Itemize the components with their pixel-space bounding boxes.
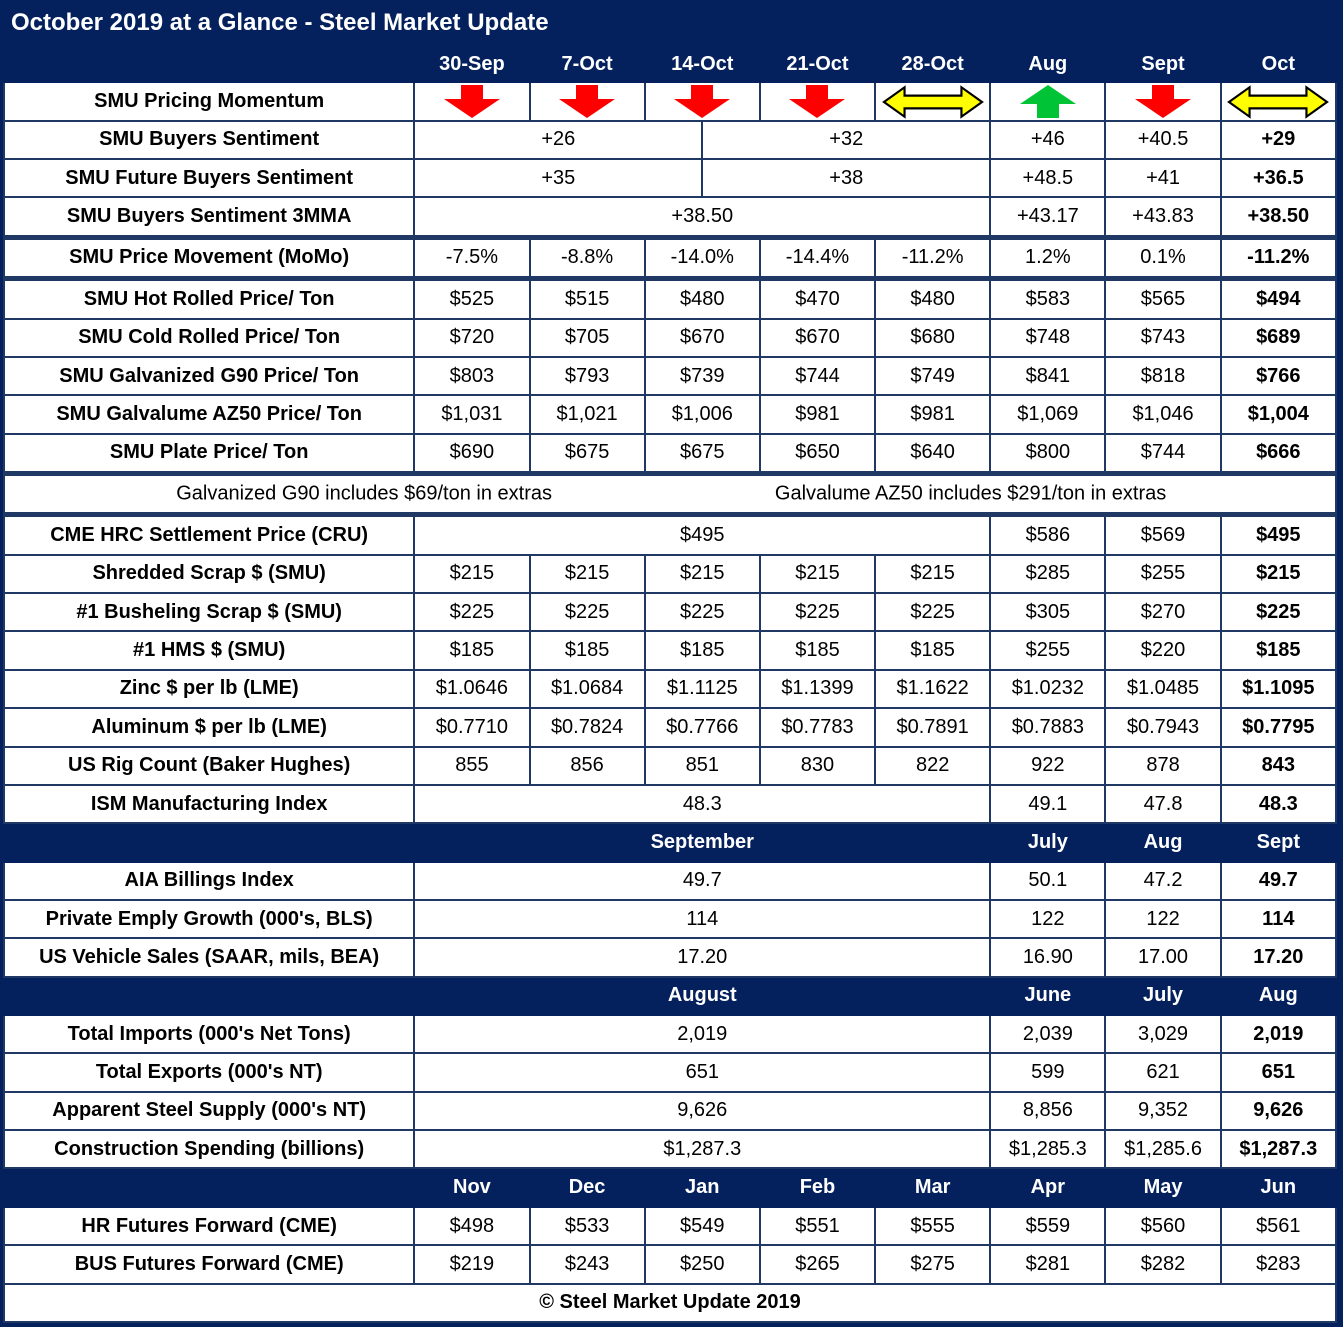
value-cell: 2,019 (414, 1015, 990, 1053)
period-header: August (414, 977, 990, 1015)
row-label: SMU Buyers Sentiment 3MMA (4, 197, 414, 237)
value-cell: 856 (530, 747, 645, 785)
value-cell: +48.5 (990, 159, 1105, 197)
row-label: BUS Futures Forward (CME) (4, 1245, 414, 1283)
row-label: SMU Price Movement (MoMo) (4, 237, 414, 278)
value-cell: $1.0646 (414, 670, 529, 708)
value-cell: $675 (530, 434, 645, 474)
value-cell: -7.5% (414, 237, 529, 278)
value-cell: +35 (414, 159, 702, 197)
value-cell: -11.2% (1221, 237, 1336, 278)
value-cell: $1,046 (1105, 395, 1220, 433)
column-header: Aug (990, 46, 1105, 82)
row-label: SMU Galvanized G90 Price/ Ton (4, 357, 414, 395)
galvalume-extras-note: Galvalume AZ50 includes $291/ton in extras (774, 482, 1167, 505)
value-cell: $650 (760, 434, 875, 474)
value-cell: 651 (414, 1053, 990, 1091)
momentum-cell (414, 82, 529, 120)
value-cell: $670 (760, 319, 875, 357)
value-cell: $559 (990, 1207, 1105, 1245)
value-cell: 2,039 (990, 1015, 1105, 1053)
row-label: #1 Busheling Scrap $ (SMU) (4, 593, 414, 631)
value-cell: 47.8 (1105, 785, 1220, 823)
row-label: SMU Cold Rolled Price/ Ton (4, 319, 414, 357)
value-cell: $1,004 (1221, 395, 1336, 433)
value-cell: $495 (1221, 515, 1336, 555)
value-cell: $282 (1105, 1245, 1220, 1283)
value-cell: 0.1% (1105, 237, 1220, 278)
value-cell: 49.7 (414, 862, 990, 900)
value-cell: $243 (530, 1245, 645, 1283)
corner-cell (4, 46, 414, 82)
row-label: SMU Pricing Momentum (4, 82, 414, 120)
column-header: 30-Sep (414, 46, 529, 82)
row-label: AIA Billings Index (4, 862, 414, 900)
data-row (4, 708, 1336, 746)
value-cell: $185 (645, 631, 760, 669)
period-header: May (1105, 1168, 1220, 1206)
value-cell: $215 (645, 555, 760, 593)
value-cell: $1,031 (414, 395, 529, 433)
row-label (4, 823, 414, 861)
value-cell: $689 (1221, 319, 1336, 357)
row-label: US Rig Count (Baker Hughes) (4, 747, 414, 785)
momentum-cell (990, 82, 1105, 120)
value-cell: $744 (760, 357, 875, 395)
value-cell: $1.0485 (1105, 670, 1220, 708)
value-cell: 851 (645, 747, 760, 785)
value-cell: +41 (1105, 159, 1220, 197)
value-cell: $744 (1105, 434, 1220, 474)
value-cell: $1,006 (645, 395, 760, 433)
value-cell: 114 (414, 900, 990, 938)
row-label: Aluminum $ per lb (LME) (4, 708, 414, 746)
value-cell: 651 (1221, 1053, 1336, 1091)
row-label (4, 977, 414, 1015)
value-cell: 17.20 (414, 938, 990, 976)
momentum-cell (530, 82, 645, 120)
value-cell: $555 (875, 1207, 990, 1245)
value-cell: $1.0684 (530, 670, 645, 708)
period-header: Jun (1221, 1168, 1336, 1206)
value-cell: $565 (1105, 279, 1220, 319)
value-cell: $275 (875, 1245, 990, 1283)
value-cell: 122 (1105, 900, 1220, 938)
note-row (4, 473, 1336, 514)
value-cell: -8.8% (530, 237, 645, 278)
column-header: Sept (1105, 46, 1220, 82)
data-row (4, 785, 1336, 823)
value-cell: $1.1622 (875, 670, 990, 708)
value-cell: $1,285.6 (1105, 1130, 1220, 1168)
value-cell: $549 (645, 1207, 760, 1245)
period-header: Mar (875, 1168, 990, 1206)
value-cell: $185 (1221, 631, 1336, 669)
value-cell: $255 (1105, 555, 1220, 593)
value-cell: 9,352 (1105, 1092, 1220, 1130)
value-cell: $494 (1221, 279, 1336, 319)
value-cell: $803 (414, 357, 529, 395)
yellow-sideways-arrow-icon (882, 85, 984, 119)
value-cell: $225 (760, 593, 875, 631)
period-header: Aug (1105, 823, 1220, 861)
period-header: Apr (990, 1168, 1105, 1206)
value-cell: 16.90 (990, 938, 1105, 976)
value-cell: $265 (760, 1245, 875, 1283)
value-cell: $748 (990, 319, 1105, 357)
value-cell: +38 (702, 159, 990, 197)
data-row (4, 197, 1336, 237)
column-header-row (4, 46, 1336, 82)
value-cell: +38.50 (1221, 197, 1336, 237)
value-cell: $981 (875, 395, 990, 433)
column-header: 14-Oct (645, 46, 760, 82)
row-label: SMU Hot Rolled Price/ Ton (4, 279, 414, 319)
data-row (4, 279, 1336, 319)
value-cell: 830 (760, 747, 875, 785)
value-cell: $1.0232 (990, 670, 1105, 708)
value-cell: 48.3 (414, 785, 990, 823)
value-cell: 2,019 (1221, 1015, 1336, 1053)
value-cell: $675 (645, 434, 760, 474)
value-cell: $1,285.3 (990, 1130, 1105, 1168)
period-header: September (414, 823, 990, 861)
value-cell: $739 (645, 357, 760, 395)
period-header: July (1105, 977, 1220, 1015)
row-label: HR Futures Forward (CME) (4, 1207, 414, 1245)
value-cell: $586 (990, 515, 1105, 555)
value-cell: $215 (875, 555, 990, 593)
momentum-cell (1105, 82, 1220, 120)
value-cell: 48.3 (1221, 785, 1336, 823)
value-cell: 822 (875, 747, 990, 785)
value-cell: $480 (645, 279, 760, 319)
row-label: Zinc $ per lb (LME) (4, 670, 414, 708)
value-cell: $525 (414, 279, 529, 319)
value-cell: $720 (414, 319, 529, 357)
momentum-cell (1221, 82, 1336, 120)
value-cell: 114 (1221, 900, 1336, 938)
value-cell: $185 (875, 631, 990, 669)
period-header: Aug (1221, 977, 1336, 1015)
data-row (4, 121, 1336, 159)
value-cell: $225 (530, 593, 645, 631)
value-cell: 9,626 (414, 1092, 990, 1130)
data-row (4, 319, 1336, 357)
value-cell: $281 (990, 1245, 1105, 1283)
value-cell: $0.7943 (1105, 708, 1220, 746)
value-cell: $793 (530, 357, 645, 395)
value-cell: $818 (1105, 357, 1220, 395)
band-row (4, 823, 1336, 861)
value-cell: $1,287.3 (1221, 1130, 1336, 1168)
value-cell: $1,287.3 (414, 1130, 990, 1168)
value-cell: +43.17 (990, 197, 1105, 237)
value-cell: $0.7766 (645, 708, 760, 746)
value-cell: $0.7783 (760, 708, 875, 746)
row-label: SMU Galvalume AZ50 Price/ Ton (4, 395, 414, 433)
value-cell: 50.1 (990, 862, 1105, 900)
data-row (4, 593, 1336, 631)
footer-row (4, 1284, 1336, 1322)
value-cell: $220 (1105, 631, 1220, 669)
momentum-cell (875, 82, 990, 120)
value-cell: $215 (530, 555, 645, 593)
value-cell: $0.7824 (530, 708, 645, 746)
value-cell: +29 (1221, 121, 1336, 159)
value-cell: $250 (645, 1245, 760, 1283)
value-cell: $551 (760, 1207, 875, 1245)
value-cell: 922 (990, 747, 1105, 785)
value-cell: 49.1 (990, 785, 1105, 823)
value-cell: $680 (875, 319, 990, 357)
column-header: 7-Oct (530, 46, 645, 82)
galvanized-extras-note: Galvanized G90 includes $69/ton in extras (176, 482, 552, 505)
row-label: Shredded Scrap $ (SMU) (4, 555, 414, 593)
period-header: Nov (414, 1168, 529, 1206)
value-cell: 49.7 (1221, 862, 1336, 900)
value-cell: $561 (1221, 1207, 1336, 1245)
data-row (4, 1207, 1336, 1245)
value-cell: $1.1095 (1221, 670, 1336, 708)
value-cell: $670 (645, 319, 760, 357)
value-cell: +38.50 (414, 197, 990, 237)
value-cell: 122 (990, 900, 1105, 938)
value-cell: $800 (990, 434, 1105, 474)
value-cell: $225 (645, 593, 760, 631)
value-cell: $743 (1105, 319, 1220, 357)
steel-market-table (3, 45, 1337, 1323)
value-cell: 17.20 (1221, 938, 1336, 976)
row-label: Construction Spending (billions) (4, 1130, 414, 1168)
band-row (4, 1168, 1336, 1206)
value-cell: $690 (414, 434, 529, 474)
green-up-arrow-icon (1019, 85, 1077, 118)
value-cell: $515 (530, 279, 645, 319)
value-cell: $640 (875, 434, 990, 474)
data-row (4, 1130, 1336, 1168)
row-label: Private Emply Growth (000's, BLS) (4, 900, 414, 938)
value-cell: -11.2% (875, 237, 990, 278)
value-cell: $1.1125 (645, 670, 760, 708)
value-cell: 855 (414, 747, 529, 785)
data-row (4, 515, 1336, 555)
value-cell: 47.2 (1105, 862, 1220, 900)
red-down-arrow-icon (673, 85, 731, 118)
value-cell: 621 (1105, 1053, 1220, 1091)
red-down-arrow-icon (1134, 85, 1192, 118)
value-cell: $666 (1221, 434, 1336, 474)
column-header: 28-Oct (875, 46, 990, 82)
data-row (4, 357, 1336, 395)
value-cell: $569 (1105, 515, 1220, 555)
data-row (4, 1015, 1336, 1053)
value-cell: +32 (702, 121, 990, 159)
value-cell: $219 (414, 1245, 529, 1283)
row-label: #1 HMS $ (SMU) (4, 631, 414, 669)
value-cell: 3,029 (1105, 1015, 1220, 1053)
value-cell: 599 (990, 1053, 1105, 1091)
row-label: SMU Buyers Sentiment (4, 121, 414, 159)
data-row (4, 631, 1336, 669)
value-cell: $270 (1105, 593, 1220, 631)
value-cell: $285 (990, 555, 1105, 593)
value-cell: $1.1399 (760, 670, 875, 708)
value-cell: $185 (414, 631, 529, 669)
value-cell: $215 (414, 555, 529, 593)
data-row (4, 747, 1336, 785)
period-header: Dec (530, 1168, 645, 1206)
copyright-text: © Steel Market Update 2019 (4, 1284, 1336, 1322)
row-label: ISM Manufacturing Index (4, 785, 414, 823)
data-row (4, 1245, 1336, 1283)
red-down-arrow-icon (788, 85, 846, 118)
column-header: Oct (1221, 46, 1336, 82)
row-label: SMU Future Buyers Sentiment (4, 159, 414, 197)
data-row (4, 1092, 1336, 1130)
value-cell: $283 (1221, 1245, 1336, 1283)
data-row (4, 900, 1336, 938)
row-label: Total Exports (000's NT) (4, 1053, 414, 1091)
value-cell: $185 (530, 631, 645, 669)
data-row (4, 555, 1336, 593)
value-cell: 17.00 (1105, 938, 1220, 976)
period-header: Jan (645, 1168, 760, 1206)
value-cell: $560 (1105, 1207, 1220, 1245)
value-cell: 8,856 (990, 1092, 1105, 1130)
value-cell: $705 (530, 319, 645, 357)
yellow-sideways-arrow-icon (1227, 85, 1329, 119)
data-row (4, 938, 1336, 976)
value-cell: $0.7883 (990, 708, 1105, 746)
data-row (4, 395, 1336, 433)
data-row (4, 862, 1336, 900)
value-cell: $0.7710 (414, 708, 529, 746)
value-cell: $225 (414, 593, 529, 631)
row-label: SMU Plate Price/ Ton (4, 434, 414, 474)
value-cell: +26 (414, 121, 702, 159)
value-cell: -14.4% (760, 237, 875, 278)
value-cell: $498 (414, 1207, 529, 1245)
data-row (4, 237, 1336, 278)
value-cell: $766 (1221, 357, 1336, 395)
value-cell: $495 (414, 515, 990, 555)
value-cell: $225 (1221, 593, 1336, 631)
data-row (4, 670, 1336, 708)
value-cell: $255 (990, 631, 1105, 669)
value-cell: $215 (1221, 555, 1336, 593)
value-cell: $841 (990, 357, 1105, 395)
value-cell: +40.5 (1105, 121, 1220, 159)
value-cell: $215 (760, 555, 875, 593)
period-header: Feb (760, 1168, 875, 1206)
value-cell: -14.0% (645, 237, 760, 278)
data-row (4, 159, 1336, 197)
column-header: 21-Oct (760, 46, 875, 82)
value-cell: +43.83 (1105, 197, 1220, 237)
period-header: Sept (1221, 823, 1336, 861)
momentum-cell (645, 82, 760, 120)
value-cell: 9,626 (1221, 1092, 1336, 1130)
value-cell: $981 (760, 395, 875, 433)
data-row (4, 82, 1336, 120)
value-cell: +46 (990, 121, 1105, 159)
value-cell: $305 (990, 593, 1105, 631)
extras-note-cell (4, 473, 1336, 514)
period-header: July (990, 823, 1105, 861)
value-cell: $225 (875, 593, 990, 631)
red-down-arrow-icon (558, 85, 616, 118)
value-cell: $0.7795 (1221, 708, 1336, 746)
value-cell: $749 (875, 357, 990, 395)
data-row (4, 1053, 1336, 1091)
momentum-cell (760, 82, 875, 120)
value-cell: +36.5 (1221, 159, 1336, 197)
red-down-arrow-icon (443, 85, 501, 118)
value-cell: 878 (1105, 747, 1220, 785)
row-label: US Vehicle Sales (SAAR, mils, BEA) (4, 938, 414, 976)
row-label: Total Imports (000's Net Tons) (4, 1015, 414, 1053)
value-cell: $1,069 (990, 395, 1105, 433)
row-label: CME HRC Settlement Price (CRU) (4, 515, 414, 555)
page-title: October 2019 at a Glance - Steel Market Update (11, 8, 549, 36)
value-cell: $470 (760, 279, 875, 319)
value-cell: $1,021 (530, 395, 645, 433)
row-label (4, 1168, 414, 1206)
data-row (4, 434, 1336, 474)
band-row (4, 977, 1336, 1015)
value-cell: 1.2% (990, 237, 1105, 278)
period-header: June (990, 977, 1105, 1015)
value-cell: 843 (1221, 747, 1336, 785)
value-cell: $583 (990, 279, 1105, 319)
value-cell: $185 (760, 631, 875, 669)
value-cell: $533 (530, 1207, 645, 1245)
value-cell: $480 (875, 279, 990, 319)
row-label: Apparent Steel Supply (000's NT) (4, 1092, 414, 1130)
value-cell: $0.7891 (875, 708, 990, 746)
